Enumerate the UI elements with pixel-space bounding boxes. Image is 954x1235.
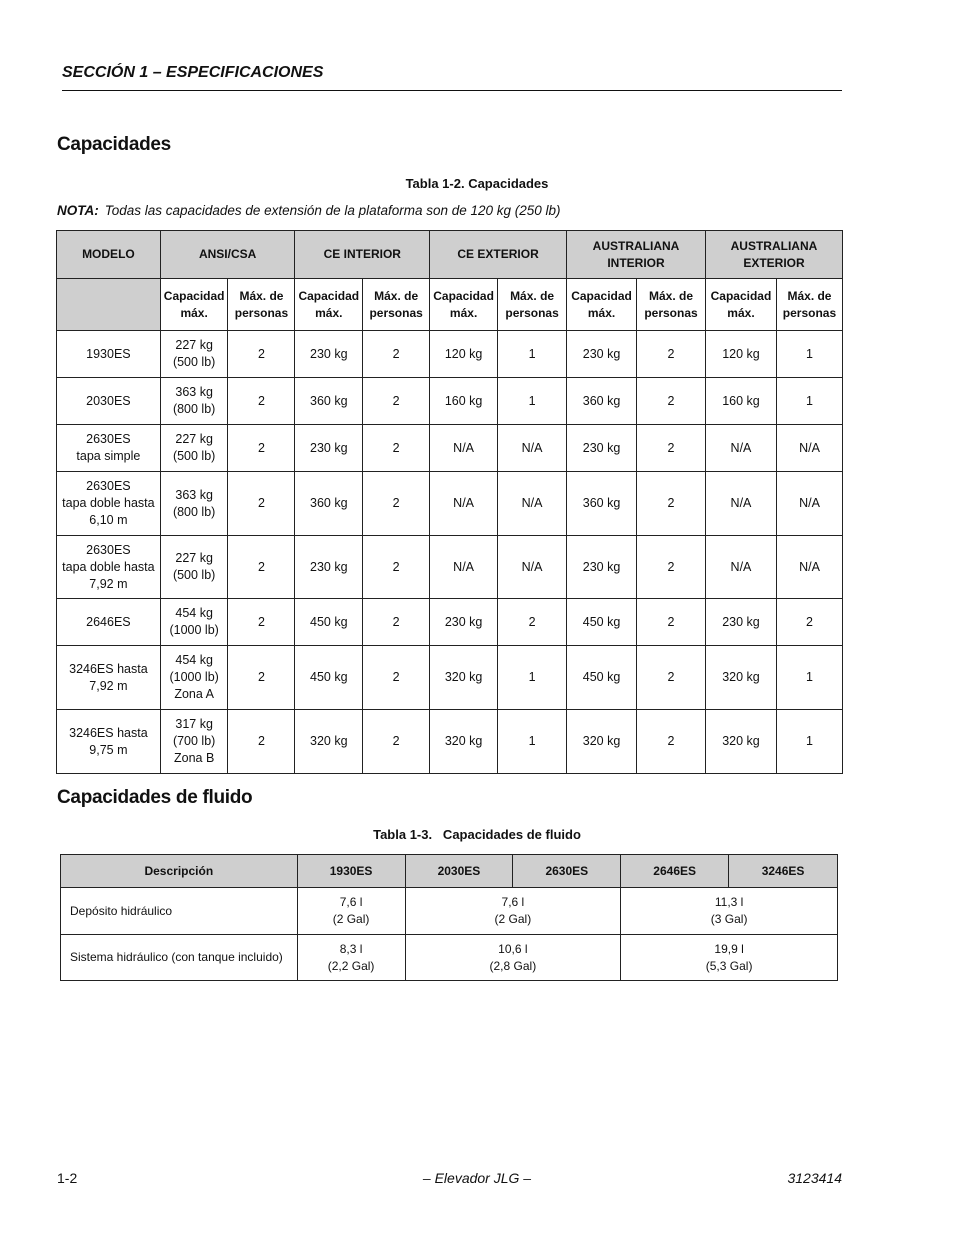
fluid-cell: 8,3 l (2,2 Gal) [297,935,405,981]
capacity-cell: 2 [637,646,706,710]
capacity-cell: 230 kg [567,331,637,378]
capacity-row [57,378,843,425]
capacity-cell: 227 kg (500 lb) [160,425,228,472]
capacity-cell: 2 [228,425,295,472]
capacity-cell: 230 kg [567,425,637,472]
capacity-cell: 227 kg (500 lb) [160,536,228,599]
capacity-cell: 2 [363,472,430,536]
capacity-cell: 450 kg [567,599,637,646]
capacity-cell: 360 kg [567,472,637,536]
capacity-cell: N/A [705,425,776,472]
capacity-cell: 360 kg [567,378,637,425]
fluid-col-2646es: 2646ES [621,855,729,888]
capacities-heading: Capacidades [57,134,171,155]
capacity-cell: 454 kg (1000 lb) Zona A [160,646,228,710]
capacity-cell: 2 [363,378,430,425]
section-header [62,64,842,91]
capacity-cell: N/A [430,425,498,472]
capacity-cell: 2 [228,331,295,378]
capacity-cell: 230 kg [430,599,498,646]
fluid-heading: Capacidades de fluido [57,787,253,808]
capacity-cell: N/A [776,425,842,472]
capacity-cell: 317 kg (700 lb) Zona B [160,710,228,774]
note-text: Todas las capacidades de extensión de la plataforma son de 120 kg (250 lb) [104,203,561,218]
capacity-cell: 2 [228,472,295,536]
fluid-col-1930es: 1930ES [297,855,405,888]
capacity-cell: 1 [776,646,842,710]
capacity-cell: 320 kg [430,646,498,710]
capacity-cell: 2 [637,599,706,646]
capacity-cell: 160 kg [430,378,498,425]
capacity-cell: 230 kg [295,536,363,599]
capacity-cell: N/A [430,472,498,536]
footer-doc-number: 3123414 [787,1170,842,1186]
sub-header-capacity: Capacidad máx. [295,279,363,331]
sub-header-persons: Máx. de personas [776,279,842,331]
capacity-cell: 2 [363,646,430,710]
capacity-cell: 450 kg [567,646,637,710]
capacity-cell: 1 [776,378,842,425]
fluid-row-tank [61,888,838,935]
col-header-model: MODELO [57,231,161,279]
sub-header-row [57,279,843,331]
capacity-cell: 2 [776,599,842,646]
capacity-cell: 320 kg [705,646,776,710]
capacity-cell: 320 kg [430,710,498,774]
sub-header-capacity: Capacidad máx. [160,279,228,331]
capacity-cell: 2 [228,710,295,774]
capacity-cell: 2 [363,710,430,774]
capacity-row [57,472,843,536]
fluid-cell: 7,6 l (2 Gal) [405,888,621,935]
capacity-cell: 1 [498,646,567,710]
fluid-cell: 19,9 l (5,3 Gal) [621,935,838,981]
capacity-row [57,646,843,710]
capacity-cell: 2 [228,378,295,425]
model-cell: 2630ES tapa doble hasta 6,10 m [57,472,161,536]
capacity-cell: 1 [776,710,842,774]
fluid-col-3246es: 3246ES [729,855,838,888]
capacity-cell: 1 [498,378,567,425]
capacity-cell: 2 [228,536,295,599]
model-cell: 2030ES [57,378,161,425]
sub-header-capacity: Capacidad máx. [567,279,637,331]
sub-header-persons: Máx. de personas [363,279,430,331]
capacity-cell: 2 [363,331,430,378]
capacity-cell: N/A [498,472,567,536]
sub-header-capacity: Capacidad máx. [430,279,498,331]
capacity-cell: 320 kg [295,710,363,774]
model-cell: 2630ES tapa simple [57,425,161,472]
capacity-cell: 230 kg [295,425,363,472]
fluid-table [60,854,838,981]
capacity-cell: 230 kg [705,599,776,646]
capacity-row [57,710,843,774]
capacity-cell: 2 [228,599,295,646]
capacity-cell: N/A [498,425,567,472]
col-header-ce-exterior: CE EXTERIOR [430,231,567,279]
fluid-col-2030es: 2030ES [405,855,513,888]
capacity-cell: N/A [705,472,776,536]
capacity-cell: 2 [637,536,706,599]
aus-interior-label: AUSTRALIANA INTERIOR [592,238,680,270]
fluid-col-2630es: 2630ES [513,855,621,888]
capacity-cell: 2 [363,425,430,472]
sub-header-persons: Máx. de personas [637,279,706,331]
fluid-cell: 11,3 l (3 Gal) [621,888,838,935]
capacity-cell: N/A [776,536,842,599]
aus-exterior-label: AUSTRALIANA EXTERIOR [730,238,818,270]
fluid-cell: 7,6 l (2 Gal) [297,888,405,935]
capacity-cell: 360 kg [295,472,363,536]
capacity-cell: 2 [498,599,567,646]
capacity-cell: 320 kg [567,710,637,774]
model-cell: 1930ES [57,331,161,378]
fluid-row-label: Sistema hidráulico (con tanque incluido) [61,935,298,981]
capacity-cell: 450 kg [295,646,363,710]
model-cell: 2630ES tapa doble hasta 7,92 m [57,536,161,599]
group-header-row [57,231,843,279]
capacity-cell: 2 [637,378,706,425]
capacities-caption: Tabla 1-2. Capacidades [405,176,549,191]
fluid-row-system [61,935,838,981]
capacity-cell: 2 [637,425,706,472]
capacity-cell: N/A [776,472,842,536]
capacity-cell: 2 [637,331,706,378]
capacity-cell: 320 kg [705,710,776,774]
capacity-cell: 363 kg (800 lb) [160,472,228,536]
capacity-row [57,536,843,599]
sub-header-capacity: Capacidad máx. [705,279,776,331]
capacity-cell: 230 kg [567,536,637,599]
capacity-cell: 2 [637,472,706,536]
capacity-row [57,331,843,378]
capacity-cell: 120 kg [430,331,498,378]
note-label: NOTA: [57,203,99,218]
footer-page-number: 1-2 [57,1170,78,1186]
capacities-table [56,230,843,774]
model-cell: 3246ES hasta 7,92 m [57,646,161,710]
capacity-cell: 120 kg [705,331,776,378]
capacities-table-body [57,331,843,774]
section-title: SECCIÓN 1 – ESPECIFICACIONES [62,64,324,81]
capacity-cell: N/A [430,536,498,599]
footer-title: – Elevador JLG – [422,1170,532,1186]
fluid-row-label: Depósito hidráulico [61,888,298,935]
capacity-cell: 2 [363,599,430,646]
col-header-aus-interior [567,231,706,279]
capacity-cell: N/A [498,536,567,599]
capacity-cell: 450 kg [295,599,363,646]
sub-header-persons: Máx. de personas [498,279,567,331]
fluid-header-row [61,855,838,888]
capacity-cell: 2 [637,710,706,774]
capacity-cell: 160 kg [705,378,776,425]
capacity-cell: 230 kg [295,331,363,378]
sub-header-persons: Máx. de personas [228,279,295,331]
capacity-row [57,599,843,646]
fluid-caption: Tabla 1-3. Capacidades de fluido [373,827,581,842]
col-header-aus-exterior [705,231,842,279]
col-header-ansi: ANSI/CSA [160,231,295,279]
fluid-col-description: Descripción [61,855,298,888]
col-header-ce-interior: CE INTERIOR [295,231,430,279]
capacities-note [57,203,561,218]
capacity-cell: 2 [363,536,430,599]
model-cell: 2646ES [57,599,161,646]
capacity-cell: 227 kg (500 lb) [160,331,228,378]
capacity-cell: 1 [776,331,842,378]
capacity-cell: N/A [705,536,776,599]
capacity-cell: 1 [498,710,567,774]
capacity-row [57,425,843,472]
capacity-cell: 2 [228,646,295,710]
fluid-cell: 10,6 l (2,8 Gal) [405,935,621,981]
capacity-cell: 1 [498,331,567,378]
model-cell: 3246ES hasta 9,75 m [57,710,161,774]
capacity-cell: 454 kg (1000 lb) [160,599,228,646]
sub-header-empty [57,279,161,331]
capacity-cell: 363 kg (800 lb) [160,378,228,425]
capacity-cell: 360 kg [295,378,363,425]
